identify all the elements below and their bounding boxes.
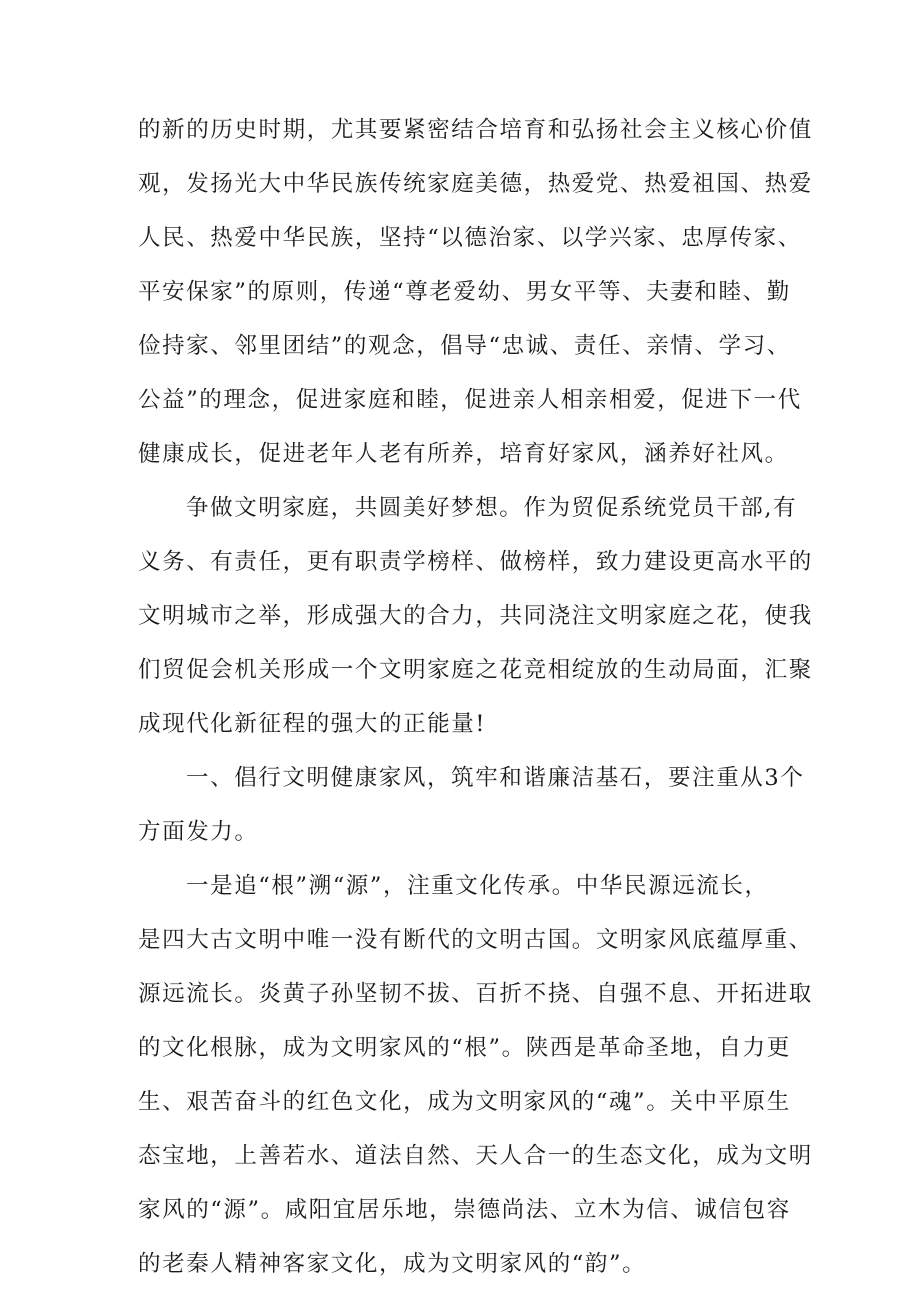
text-line: 成现代化新征程的强大的正能量! <box>138 711 487 737</box>
text-line: 生、艰苦奋斗的红色文化，成为文明家风的“魂”。关中平原生 <box>138 1089 791 1115</box>
text-line: 文明城市之举，形成强大的合力，共同浇注文明家庭之花，使我 <box>138 603 813 629</box>
section-heading: 一、倡行文明健康家风，筑牢和谐廉洁基石，要注重从3个 <box>186 765 805 791</box>
text-line: 平安保家”的原则，传递“尊老爱幼、男女平等、夫妻和睦、勤 <box>138 279 791 305</box>
text-line: 是四大古文明中唯一没有断代的文明古国。文明家风底蕴厚重、 <box>138 927 813 953</box>
text-line: 家风的“源”。咸阳宜居乐地，崇德尚法、立木为信、诚信包容 <box>138 1197 791 1223</box>
paragraph-first-line: 一是追“根”溯“源”，注重文化传承。中华民源远流长， <box>186 873 769 899</box>
text-line: 公益”的理念，促进家庭和睦，促进亲人相亲相爱，促进下一代 <box>138 387 802 413</box>
text-line: 的老秦人精神客家文化，成为文明家风的“韵”。 <box>138 1251 647 1277</box>
text-line: 的新的历史时期，尤其要紧密结合培育和弘扬社会主义核心价值 <box>138 117 813 143</box>
text-line: 人民、热爱中华民族，坚持“以德治家、以学兴家、忠厚传家、 <box>138 225 802 251</box>
text-line: 义务、有责任，更有职责学榜样、做榜样，致力建设更高水平的 <box>138 549 813 575</box>
text-line: 们贸促会机关形成一个文明家庭之花竞相绽放的生动局面，汇聚 <box>138 657 813 683</box>
text-line: 俭持家、邻里团结”的观念，倡导“忠诚、责任、亲情、学习、 <box>138 333 791 359</box>
text-line: 源远流长。炎黄子孙坚韧不拔、百折不挠、自强不息、开拓进取 <box>138 981 813 1007</box>
paragraph-first-line: 争做文明家庭，共圆美好梦想。作为贸促系统党员干部,有 <box>186 495 798 521</box>
text-line: 健康成长，促进老年人老有所养，培育好家风，涵养好社风。 <box>138 441 789 467</box>
section-heading-continued: 方面发力。 <box>138 819 259 845</box>
text-line: 的文化根脉，成为文明家风的“根”。陕西是革命圣地，自力更 <box>138 1035 791 1061</box>
text-line: 观，发扬光大中华民族传统家庭美德，热爱党、热爱祖国、热爱 <box>138 171 813 197</box>
text-line: 态宝地，上善若水、道法自然、天人合一的生态文化，成为文明 <box>138 1143 813 1169</box>
